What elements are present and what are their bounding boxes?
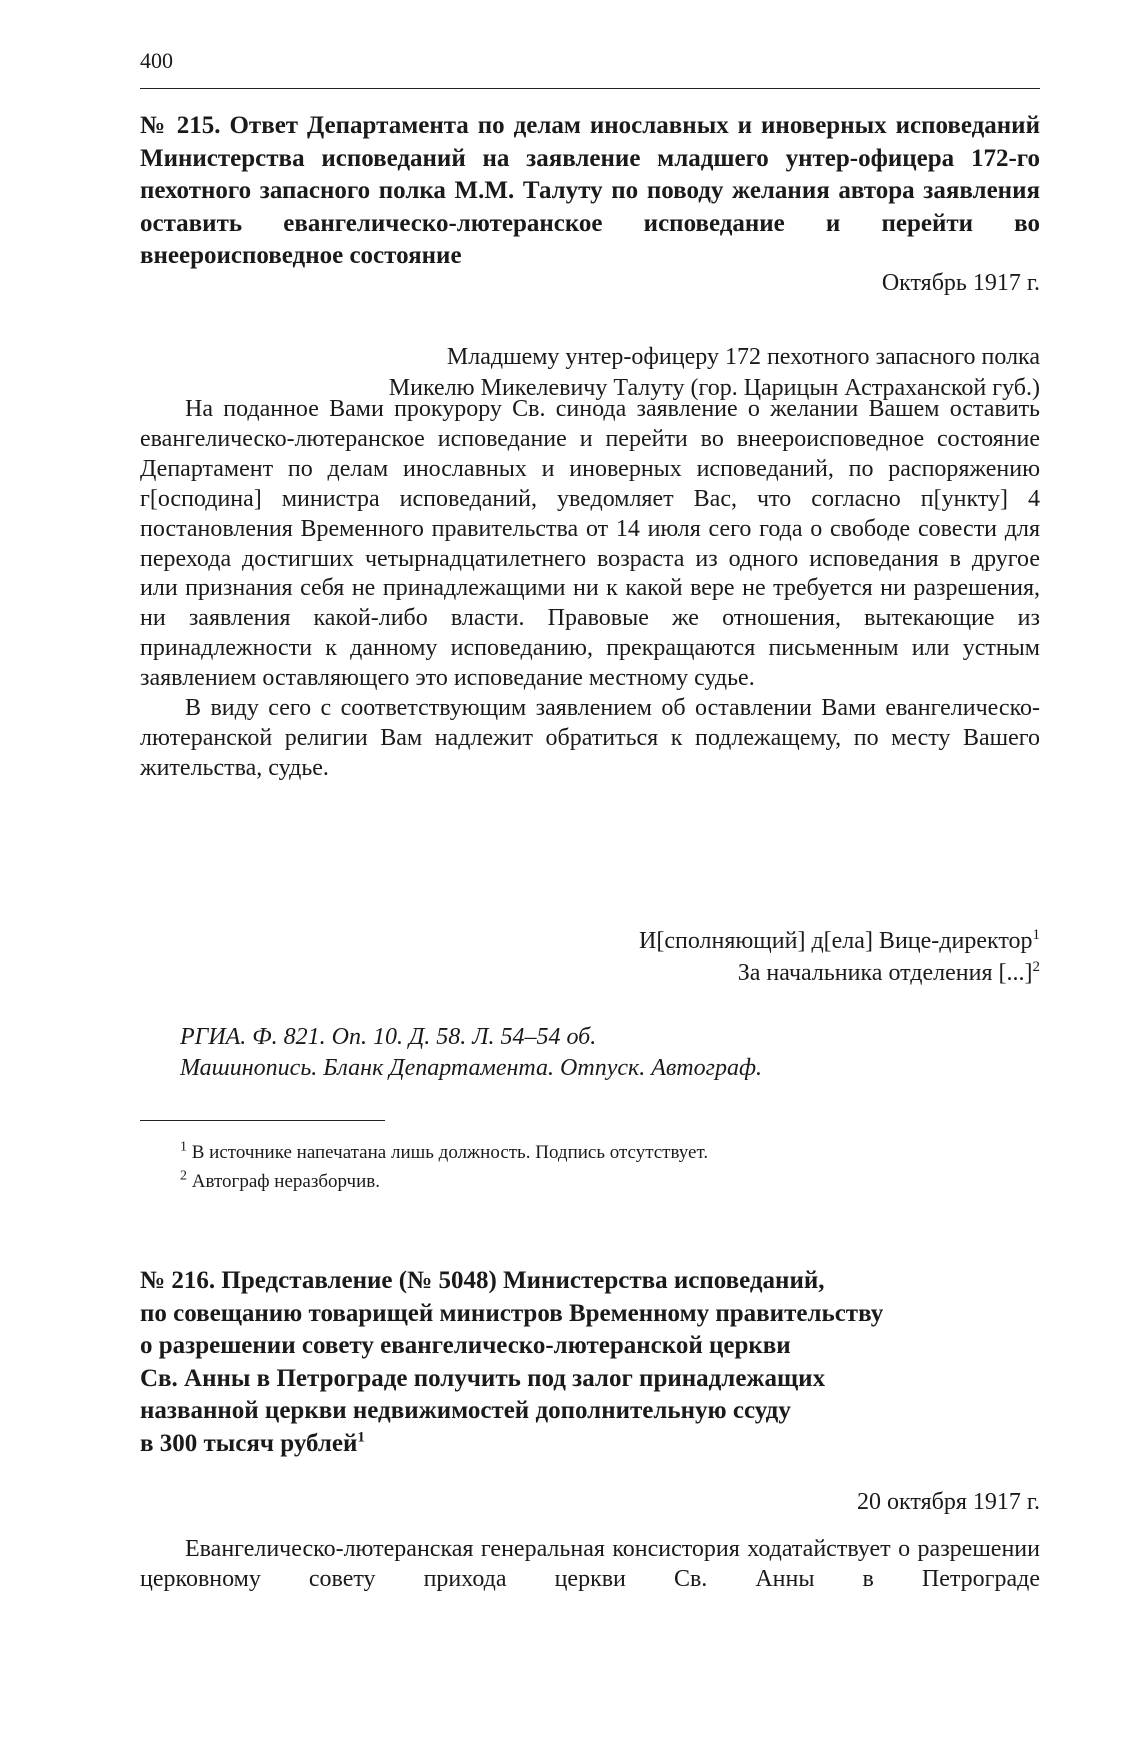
archive-reference [180, 1022, 762, 1084]
heading-line: по совещанию товарищей министров Временному правительству [140, 1299, 884, 1327]
header-rule [140, 88, 1040, 89]
signature-line: И[сполняющий] д[ела] Вице-директор$^1$ [639, 927, 1040, 954]
document-215-heading: № 215. Ответ Департамента по делам инославных и иноверных исповеданий Министерства исповеданий на заявление младшего унтер-офицера 172-го пехотного запасного полка М.М. Талуту по поводу желания автора заявления оставить евангелическо-лютеранское исповедание и перейти во внеероисповедное состояние [140, 112, 1040, 269]
heading-line: Св. Анны в Петрограде получить под залог принадлежащих [140, 1364, 826, 1392]
heading-line: названной церкви недвижимостей дополнительную ссуду [140, 1397, 791, 1424]
footnote-marker[interactable]: 2 [1032, 958, 1040, 975]
page-number: 400 [140, 48, 173, 73]
footnote-marker[interactable]: 1 [357, 1429, 365, 1446]
body-paragraph: На поданное Вами прокурору Св. синода заявление о желании Вашем оставить евангелическо-лютеранское исповедание и перейти во внеероисповедное состояние Департамент по делам инославных и иноверных исповеданий, по распоряжению г[осподина] министра исповеданий, уведомляет Вас, что согласно п[ункту] 4 постановления Временного правительства от 14 июля сего года о свободе совести для перехода достигших четырнадцатилетнего возраста из одного исповедания в другое или признания себя не принадлежащими ни к какой вере не требуется ни разрешения, ни заявления какой-либо власти. Правовые же отношения, вытекающие из принадлежности к данному исповеданию, прекращаются письменным или устным заявлением оставляющего это исповедание местному судье. [140, 396, 1040, 692]
footnote-rule [140, 1120, 385, 1121]
footnote-mark: 1 [180, 1139, 187, 1155]
footnotes [180, 1138, 708, 1196]
document-216-date: 20 октября 1917 г. [857, 1489, 1040, 1515]
footnote-mark: 2 [180, 1168, 187, 1184]
addressee-line: Микелю Микелевичу Талуту (гор. Царицын Астраханской губ.) [388, 375, 1040, 401]
footnote: $^2$ Автограф неразборчив. [180, 1168, 380, 1192]
archive-line: РГИА. Ф. 821. Оп. 10. Д. 58. Л. 54–54 об. [180, 1024, 597, 1050]
heading-line: о разрешении совету евангелическо-лютеранской церкви [140, 1332, 791, 1359]
signature-line: За начальника отделения [...]$^2$ [737, 958, 1040, 986]
body-paragraph: Евангелическо-лютеранская генеральная консистория ходатайствует о разрешении церковному совету прихода церкви Св. Анны в Петрограде [140, 1536, 1040, 1592]
heading-line: № 216. Представление (№ 5048) Министерства исповеданий, [140, 1267, 825, 1294]
footnote: $^1$ В источнике напечатана лишь должность. Подпись отсутствует. [180, 1139, 709, 1163]
document-216-heading [140, 1265, 1040, 1460]
document-215-date: Октябрь 1917 г. [881, 270, 1040, 296]
footnote-marker[interactable]: 1 [1032, 927, 1040, 943]
addressee-line: Младшему унтер-офицеру 172 пехотного запасного полка [446, 344, 1040, 370]
document-215-body [140, 395, 1040, 784]
heading-line: в 300 тысяч рублей [140, 1429, 358, 1457]
document-215-signature [639, 926, 1040, 989]
body-paragraph: В виду сего с соответствующим заявлением об оставлении Вами евангелическо-лютеранской религии Вам надлежит обратиться к подлежащему, по месту Вашего жительства, судье. [140, 695, 1040, 781]
archive-line: Машинопись. Бланк Департамента. Отпуск. Автограф. [180, 1055, 763, 1081]
document-216-body [140, 1535, 1040, 1595]
